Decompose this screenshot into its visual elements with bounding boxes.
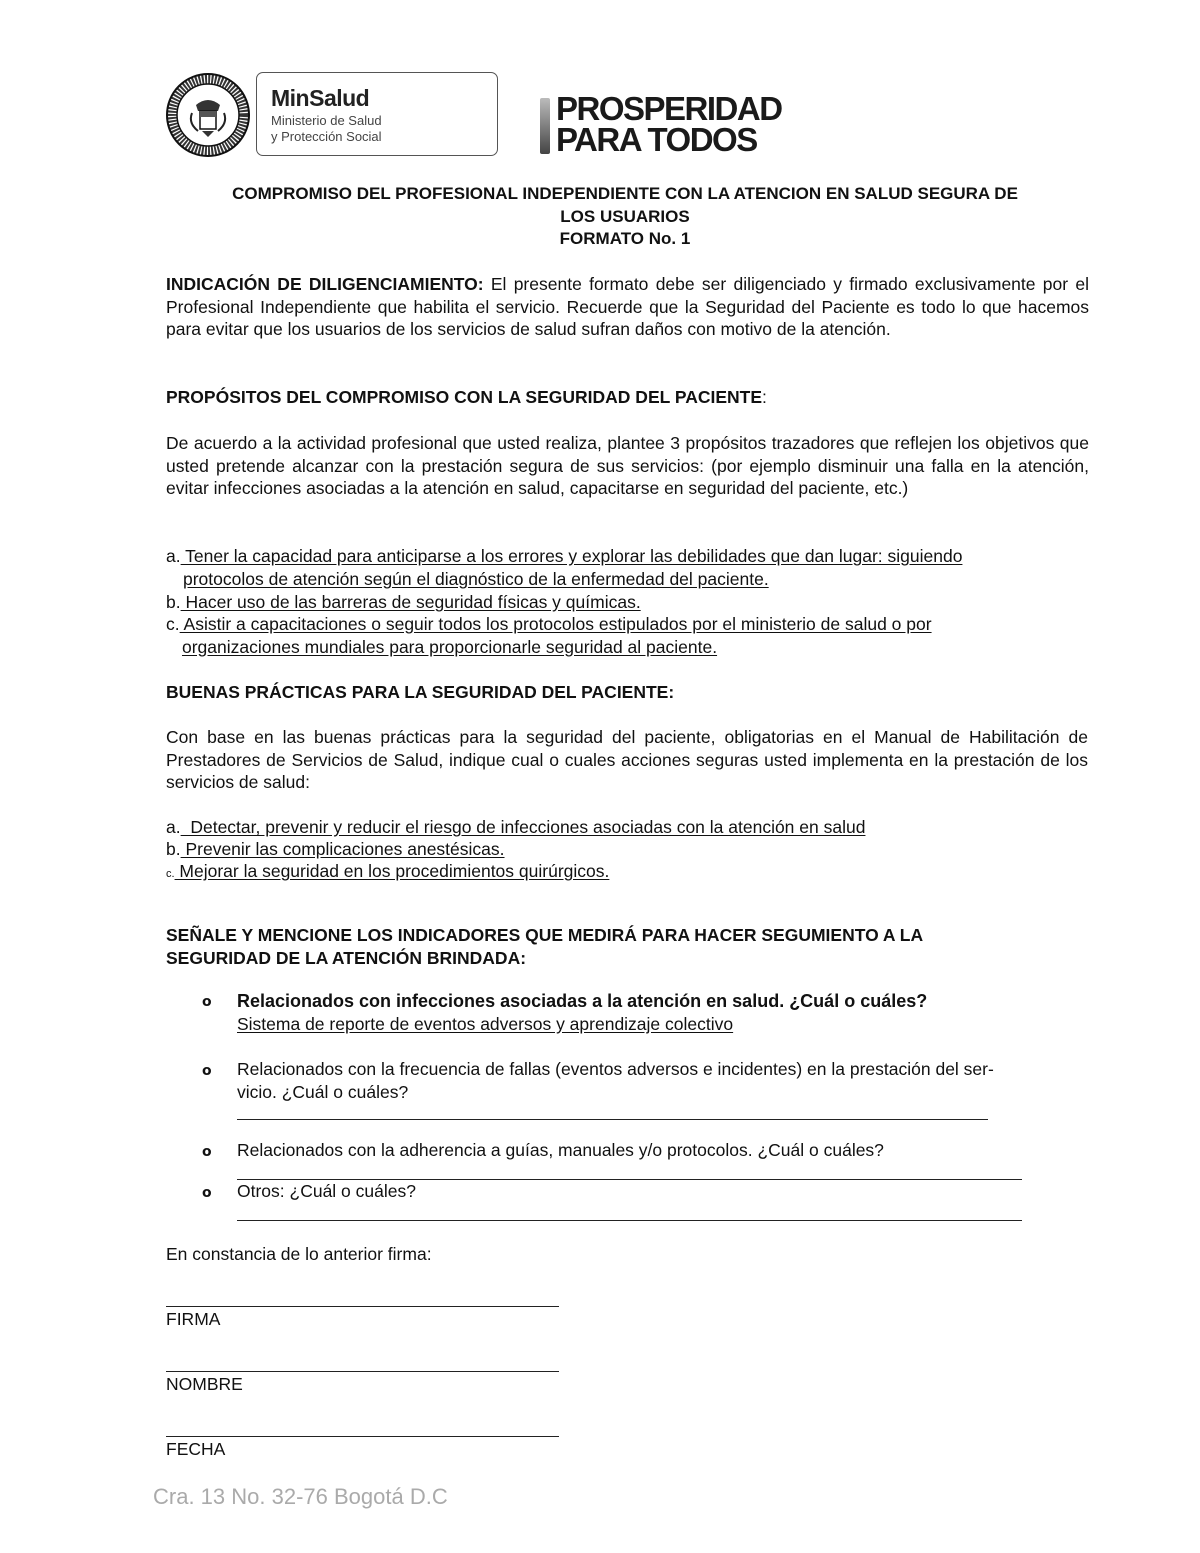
- practice-a-text: Detectar, prevenir y reducir el riesgo de infecciones asociadas con la atención en salud: [180, 817, 866, 837]
- practices-intro: Con base en las buenas prácticas para la seguridad del paciente, obligatorias en el Manual de Habilitación de Prestadores de Servicios de Salud, indique cual o cuales acciones seguras usted implementa en la prestación de los servicios de salud:: [166, 727, 1088, 793]
- bullet-1: o: [202, 994, 212, 1010]
- bullet-3: o: [202, 1144, 212, 1160]
- indicator-1-answer: Sistema de reporte de eventos adversos y aprendizaje colectivo: [237, 1013, 734, 1034]
- minsalud-logo-title: MinSalud: [271, 85, 370, 111]
- indicator-2-line2: vicio. ¿Cuál o cuáles?: [237, 1081, 409, 1102]
- purpose-item-b: [166, 591, 641, 614]
- instructions-text: El presente formato debe ser diligenciado y firmado exclusivamente por el Profesional Independiente que habilita el servicio. Recuerde que la Seguridad del Paciente es todo lo que hacemos para evitar que los usuarios de los servicios de salud sufran daños con motivo de la atención.: [166, 274, 1089, 340]
- instructions-paragraph: [166, 273, 1089, 341]
- purposes-intro: De acuerdo a la actividad profesional que usted realiza, plantee 3 propósitos trazadores que reflejen los objetivos que usted pretende alcanzar con la prestación segura de sus servicios: (por ejemplo disminuir una falla en la atención, evitar infecciones asociadas a la atención en salud, capacitarse en seguridad del paciente, etc.): [166, 433, 1089, 499]
- fecha-label: FECHA: [166, 1439, 226, 1459]
- purposes-heading: [166, 386, 767, 409]
- prosperidad-logo: [540, 90, 814, 158]
- practice-item-a: [166, 816, 865, 839]
- indicator-item-4: Otros: ¿Cuál o cuáles?: [237, 1181, 416, 1201]
- indicator-2-answer-line[interactable]: [237, 1119, 988, 1120]
- indicator-4-answer-line[interactable]: [237, 1220, 1022, 1221]
- practice-item-c: [166, 860, 609, 886]
- firma-line[interactable]: [166, 1306, 559, 1307]
- purpose-item-a: [166, 545, 1106, 590]
- bullet-2: o: [202, 1063, 212, 1079]
- title-line-1: COMPROMISO DEL PROFESIONAL INDEPENDIENTE CON LA ATENCION EN SALUD SEGURA DE: [232, 184, 1018, 203]
- indicators-heading: [166, 924, 923, 969]
- instructions-label: INDICACIÓN DE DILIGENCIAMIENTO:: [166, 274, 484, 294]
- practice-marker-c: c.: [166, 868, 175, 880]
- purpose-a-line2: protocolos de atención según el diagnóstico de la enfermedad del paciente.: [183, 568, 769, 589]
- purpose-a-line1: Tener la capacidad para anticiparse a los errores y explorar las debilidades que dan lugar: siguiendo: [180, 546, 963, 566]
- purpose-b-text: Hacer uso de las barreras de seguridad físicas y químicas.: [180, 592, 641, 612]
- indicators-heading-line2: SEGURIDAD DE LA ATENCIÓN BRINDADA:: [166, 947, 527, 968]
- purpose-item-c: [166, 613, 1106, 658]
- prosperidad-logo-line1: PROSPERIDAD: [556, 90, 782, 127]
- prosperidad-logo-line2: PARA TODOS: [556, 121, 757, 158]
- practice-marker-a: a.: [166, 817, 181, 837]
- indicators-heading-line1: SEÑALE Y MENCIONE LOS INDICADORES QUE MEDIRÁ PARA HACER SEGUMIENTO A LA: [166, 925, 924, 945]
- purpose-c-line2: organizaciones mundiales para proporcionarle seguridad al paciente.: [182, 636, 718, 657]
- indicator-item-2: [237, 1058, 1097, 1103]
- signature-intro: En constancia de lo anterior firma:: [166, 1244, 432, 1264]
- indicator-item-1: [237, 990, 1097, 1035]
- purpose-c-line1: Asistir a capacitaciones o seguir todos los protocolos estipulados por el ministerio de salud o por: [179, 614, 932, 634]
- purpose-marker-a: a.: [166, 546, 181, 566]
- title-line-2: LOS USUARIOS: [560, 206, 690, 226]
- title-line-3: FORMATO No. 1: [559, 229, 691, 248]
- footer-address: Cra. 13 No. 32-76 Bogotá D.C: [153, 1484, 448, 1509]
- purpose-marker-c: c.: [166, 614, 180, 634]
- indicator-1-question: Relacionados con infecciones asociadas a la atención en salud. ¿Cuál o cuáles?: [237, 991, 928, 1011]
- purposes-heading-colon: :: [762, 387, 767, 407]
- indicator-item-3: Relacionados con la adherencia a guías, manuales y/o protocolos. ¿Cuál o cuáles?: [237, 1140, 884, 1160]
- nombre-label: NOMBRE: [166, 1374, 243, 1394]
- nombre-line[interactable]: [166, 1371, 559, 1372]
- practice-item-b: [166, 838, 505, 861]
- minsalud-logo-sub1: Ministerio de Salud: [271, 113, 382, 128]
- minsalud-logo: [256, 72, 498, 156]
- prosperidad-logo-bar: [540, 98, 550, 154]
- indicator-2-line1: Relacionados con la frecuencia de fallas (eventos adversos e incidentes) en la prestación del ser-: [237, 1059, 994, 1079]
- practices-heading: BUENAS PRÁCTICAS PARA LA SEGURIDAD DEL PACIENTE:: [166, 682, 675, 702]
- minsalud-logo-sub2: y Protección Social: [271, 129, 382, 144]
- practice-c-text: Mejorar la seguridad en los procedimientos quirúrgicos.: [174, 861, 610, 881]
- fecha-line[interactable]: [166, 1436, 559, 1437]
- practice-b-text: Prevenir las complicaciones anestésicas.: [180, 839, 505, 859]
- colombia-seal-logo: [166, 73, 250, 157]
- practice-marker-b: b.: [166, 839, 181, 859]
- bullet-4: o: [202, 1185, 212, 1201]
- purposes-heading-text: PROPÓSITOS DEL COMPROMISO CON LA SEGURIDAD DEL PACIENTE: [166, 387, 763, 407]
- document-title: [166, 183, 1084, 251]
- minsalud-logo-subtitle: [271, 113, 382, 145]
- purpose-marker-b: b.: [166, 592, 181, 612]
- firma-label: FIRMA: [166, 1309, 221, 1329]
